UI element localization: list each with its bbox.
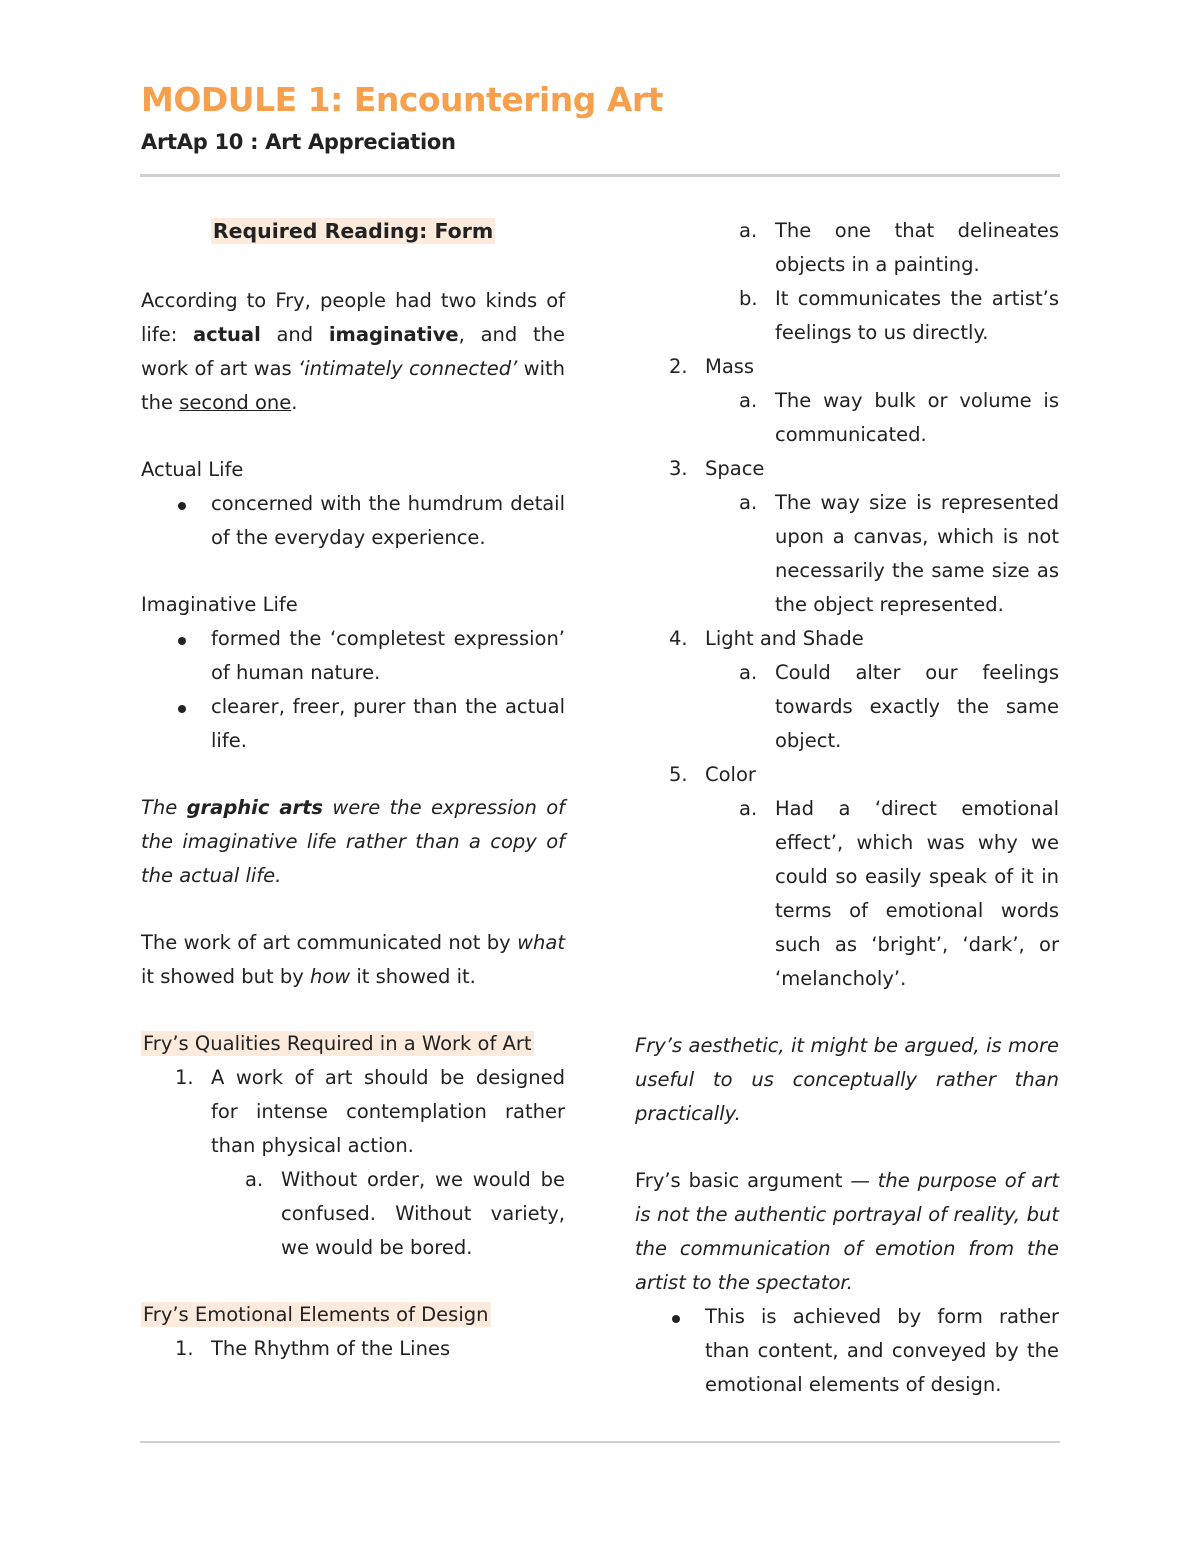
list-item	[669, 452, 1059, 622]
list-item: concerned with the humdrum detail of the everyday experience.	[211, 487, 565, 555]
list-number: 3.	[669, 457, 688, 480]
aesthetic-paragraph: Fry’s aesthetic, it might be argued, is more useful to us conceptually rather than practically.	[635, 1034, 1059, 1125]
element-label: Light and Shade	[705, 627, 864, 650]
paragraph-text: Fry’s basic argument —	[635, 1169, 878, 1192]
rhythm-sublist	[705, 214, 1059, 350]
list-number: 1.	[175, 1066, 194, 1089]
list-item	[739, 384, 1059, 452]
list-letter: a.	[245, 1168, 264, 1191]
list-number: 1.	[175, 1337, 194, 1360]
left-column	[141, 214, 565, 1366]
list-item-text: The one that delineates objects in a painting.	[775, 219, 1059, 276]
list-item	[739, 656, 1059, 758]
intro-paragraph	[141, 284, 565, 420]
list-item: clearer, freer, purer than the actual life.	[211, 690, 565, 758]
paragraph-text: The work of art communicated not by	[141, 931, 518, 954]
element-label: Color	[705, 763, 756, 786]
right-column	[635, 214, 1059, 1402]
argument-list	[635, 1300, 1059, 1402]
qualities-heading: Fry’s Qualities Required in a Work of Art	[143, 1032, 532, 1055]
paragraph-text: it showed but by	[141, 965, 310, 988]
module-title: MODULE 1: Encountering Art	[141, 80, 663, 119]
list-item-text: The way bulk or volume is communicated.	[775, 389, 1059, 446]
list-item	[705, 214, 1059, 350]
footer-divider	[140, 1441, 1060, 1443]
list-letter: a.	[739, 389, 758, 412]
term-graphic-arts: graphic arts	[186, 796, 324, 819]
element-label: Mass	[705, 355, 755, 378]
list-item: formed the ‘completest expression’ of human nature.	[211, 622, 565, 690]
intro-text: .	[291, 391, 298, 414]
term-imaginative: imaginative	[328, 323, 459, 346]
paragraph-text: The	[141, 796, 187, 819]
list-item	[669, 758, 1059, 996]
list-letter: a.	[739, 661, 758, 684]
list-item-text: Without order, we would be confused. Without variety, we would be bored.	[281, 1168, 565, 1259]
list-item-text: The Rhythm of the Lines	[211, 1337, 451, 1360]
term-actual: actual	[192, 323, 261, 346]
course-subtitle: ArtAp 10 : Art Appreciation	[141, 130, 456, 154]
list-letter: a.	[739, 491, 758, 514]
paragraph-text: were the expression of the imaginative life rather than a copy of the actual life.	[141, 796, 566, 887]
list-item-text: A work of art should be designed for intense contemplation rather than physical action.	[211, 1066, 565, 1157]
qualities-heading-wrap	[141, 1027, 565, 1061]
list-item-text: Could alter our feelings towards exactly the same object.	[775, 661, 1059, 752]
graphic-arts-paragraph	[141, 791, 565, 893]
list-item-text: It communicates the artist’s feelings to us directly.	[775, 287, 1059, 344]
element-sublist	[705, 792, 1059, 996]
list-number: 5.	[669, 763, 688, 786]
emotional-heading: Fry’s Emotional Elements of Design	[143, 1303, 489, 1326]
list-number: 4.	[669, 627, 688, 650]
list-letter: b.	[739, 287, 758, 310]
qualities-list	[141, 1061, 565, 1265]
list-item: This is achieved by form rather than content, and conveyed by the emotional elements of design.	[705, 1300, 1059, 1402]
element-label: Space	[705, 457, 765, 480]
list-item	[175, 1332, 565, 1366]
term-what: what	[517, 931, 565, 954]
emotional-list	[141, 1332, 565, 1366]
page-header	[141, 78, 1061, 154]
imaginative-life-list	[141, 622, 565, 758]
work-of-art-paragraph	[141, 926, 565, 994]
intro-text: with the	[141, 357, 565, 414]
argument-paragraph	[635, 1164, 1059, 1300]
list-item	[669, 350, 1059, 452]
imaginative-life-heading: Imaginative Life	[141, 593, 298, 616]
section-title-wrap	[141, 214, 565, 248]
paragraph-text: it showed it.	[350, 965, 476, 988]
element-sublist	[705, 486, 1059, 622]
list-number: 2.	[669, 355, 688, 378]
section-title: Required Reading: Form	[212, 219, 494, 243]
actual-life-heading: Actual Life	[141, 458, 244, 481]
list-item	[669, 622, 1059, 758]
intro-text: , and the work of art was	[141, 323, 565, 380]
element-sublist	[705, 384, 1059, 452]
term-how: how	[309, 965, 351, 988]
intro-text: According to Fry, people had two kinds of life:	[141, 289, 565, 346]
list-item-text: The way size is represented upon a canvas, which is not necessarily the same size as the object represented.	[775, 491, 1059, 616]
intro-text: and	[260, 323, 329, 346]
intro-underlined: second one	[179, 391, 292, 414]
argument-italic: the purpose of art is not the authentic portrayal of reality, but the communication of emotion from the artist to the spectator.	[635, 1169, 1059, 1294]
list-item	[739, 792, 1059, 996]
qualities-sublist	[211, 1163, 565, 1265]
emotional-heading-wrap	[141, 1298, 565, 1332]
elements-list-continued	[635, 214, 1059, 996]
list-item	[739, 282, 1059, 350]
list-item	[739, 214, 1059, 282]
list-item	[245, 1163, 565, 1265]
header-divider	[140, 174, 1060, 177]
element-sublist	[705, 656, 1059, 758]
intro-quote: ‘intimately connected’	[298, 357, 518, 380]
list-item	[175, 1061, 565, 1265]
list-item	[739, 486, 1059, 622]
actual-life-list	[141, 487, 565, 555]
list-item-text: Had a ‘direct emotional effect’, which was why we could so easily speak of it in terms of emotional words such as ‘bright’, ‘dark’, or ‘melancholy’.	[775, 797, 1059, 990]
list-letter: a.	[739, 797, 758, 820]
list-letter: a.	[739, 219, 758, 242]
